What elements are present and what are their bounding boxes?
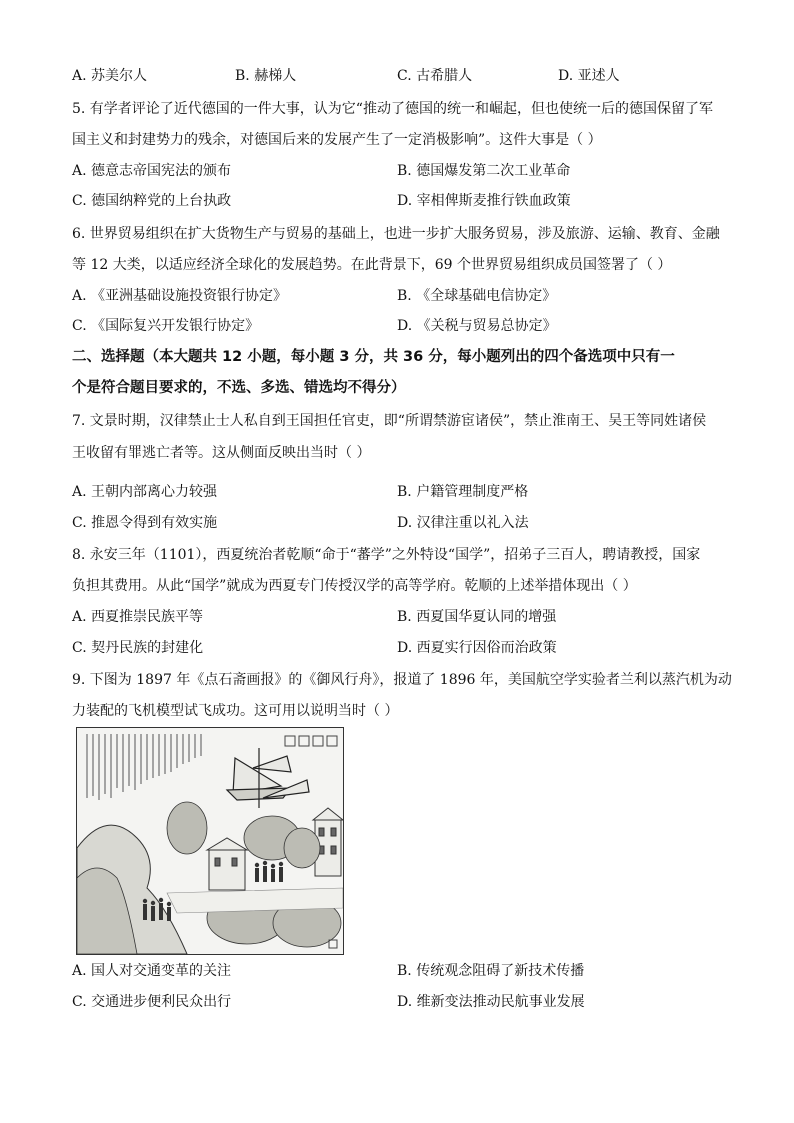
- q7-stem-line1: 7. 文景时期，汉律禁止士人私自到王国担任官吏，即“所谓禁游宦诸侯”，禁止淮南王、吴王等同姓诸侯: [72, 413, 707, 429]
- q9-stem-line1: 9. 下图为 1897 年《点石斋画报》的《御风行舟》，报道了 1896 年，美国航空学实验者兰利以蒸汽机为动: [72, 672, 732, 688]
- q8-option-b: B. 西夏国华夏认同的增强: [397, 609, 557, 625]
- q8-option-d: D. 西夏实行因俗而治政策: [397, 640, 557, 656]
- q5-option-b: B. 德国爆发第二次工业革命: [397, 163, 571, 179]
- q6-options-row2: [72, 316, 722, 336]
- q7-stem-line2: 王收留有罪逃亡者等。这从侧面反映出当时（ ）: [72, 445, 371, 461]
- q4-option-c: C. 古希腊人: [397, 68, 473, 84]
- q5-option-c: C. 德国纳粹党的上台执政: [72, 193, 232, 209]
- seal-mark: [329, 940, 337, 948]
- q9-options-row1: [72, 961, 722, 981]
- q5-option-a: A. 德意志帝国宪法的颁布: [72, 163, 232, 179]
- q8-option-c: C. 契丹民族的封建化: [72, 640, 204, 656]
- q8-options-row2: [72, 638, 722, 658]
- q4-option-d: D. 亚述人: [558, 68, 620, 84]
- q4-option-a: A. 苏美尔人: [72, 68, 148, 84]
- q9-options-row2: [72, 992, 722, 1012]
- q9-option-d: D. 维新变法推动民航事业发展: [397, 994, 585, 1010]
- q7-option-b: B. 户籍管理制度严格: [397, 484, 529, 500]
- flying-machine-illustration: [76, 727, 344, 955]
- q8-options-row1: [72, 607, 722, 627]
- illustration-drawing: [77, 728, 343, 954]
- q7-options-row1: [72, 482, 722, 502]
- q8-stem-line1: 8. 永安三年（1101），西夏统治者乾顺“命于“蕃学”之外特设“国学”，招弟子三百人，聘请教授，国家: [72, 547, 701, 563]
- q5-stem-line1: 5. 有学者评论了近代德国的一件大事，认为它“推动了德国的统一和崛起，但也使统一后的德国保留了军: [72, 101, 713, 117]
- q6-option-b: B. 《全球基础电信协定》: [397, 288, 557, 304]
- q4-options: [72, 66, 722, 86]
- section-heading-line2: 个是符合题目要求的，不选、多选、错选均不得分）: [72, 380, 406, 396]
- calligraphy-text-block: [87, 734, 201, 800]
- q9-option-a: A. 国人对交通变革的关注: [72, 963, 232, 979]
- q9-stem-line2: 力装配的飞机模型试飞成功。这可用以说明当时（ ）: [72, 703, 399, 719]
- q5-options-row2: [72, 191, 722, 211]
- q6-options-row1: [72, 286, 722, 306]
- q7-option-d: D. 汉律注重以礼入法: [397, 515, 529, 531]
- title-glyphs: [285, 736, 337, 746]
- flying-machine: [227, 748, 309, 808]
- q4-option-b: B. 赫梯人: [235, 68, 297, 84]
- q9-option-b: B. 传统观念阻碍了新技术传播: [397, 963, 585, 979]
- q8-stem-line2: 负担其费用。从此“国学”就成为西夏专门传授汉学的高等学府。乾顺的上述举措体现出（ ）: [72, 578, 637, 594]
- q5-option-d: D. 宰相俾斯麦推行铁血政策: [397, 193, 571, 209]
- q6-option-a: A. 《亚洲基础设施投资银行协定》: [72, 288, 288, 304]
- q5-stem-line2: 国主义和封建势力的残余，对德国后来的发展产生了一定消极影响”。这件大事是（ ）: [72, 132, 602, 148]
- q8-option-a: A. 西夏推崇民族平等: [72, 609, 204, 625]
- q6-stem-line2: 等 12 大类，以适应经济全球化的发展趋势。在此背景下，69 个世界贸易组织成员国签署了（ ）: [72, 257, 672, 273]
- q5-options-row1: [72, 161, 722, 181]
- q7-options-row2: [72, 513, 722, 533]
- q6-option-c: C. 《国际复兴开发银行协定》: [72, 318, 260, 334]
- q6-stem-line1: 6. 世界贸易组织在扩大货物生产与贸易的基础上，也进一步扩大服务贸易，涉及旅游、运输、教育、金融: [72, 226, 720, 242]
- q7-option-c: C. 推恩令得到有效实施: [72, 515, 218, 531]
- q7-option-a: A. 王朝内部离心力较强: [72, 484, 218, 500]
- section-heading-line1: 二、选择题（本大题共 12 小题，每小题 3 分，共 36 分，每小题列出的四个备选项中只有一: [72, 349, 675, 365]
- q6-option-d: D. 《关税与贸易总协定》: [397, 318, 557, 334]
- q9-option-c: C. 交通进步便利民众出行: [72, 994, 232, 1010]
